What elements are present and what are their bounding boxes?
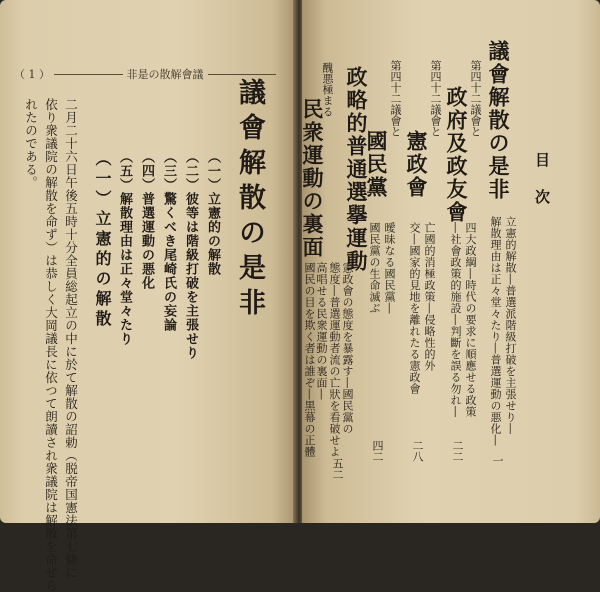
toc-chapter-5-title: 政略的普通選擧運動 [344,66,369,273]
toc-item-3-num: （三） [161,150,176,192]
toc-chapter-2-page: 二二 [451,440,464,462]
toc-chapter-3-sub1: 亡國的消極政策―侵略性的外 [423,222,436,372]
toc-item-5-label: 解散理由は正々堂々たり [117,192,132,346]
toc-chapter-3-title: 憲政會 [404,130,429,199]
toc-chapter-6-title: 民衆運動の裏面 [300,98,325,259]
toc-item-5-num: （五） [117,150,132,192]
toc-chapter-4-num: 第四十二議會と [389,60,402,137]
toc-item-1-num: （一） [205,150,220,192]
toc-heading: 目次 [533,152,551,226]
toc-item-4-num: （四） [139,150,154,192]
toc-chapter-6-num: 醜悪極まる [321,62,334,117]
toc-chapter-3-num: 第四十二議會と [429,60,442,137]
toc-chapter-3-sub2: 交―國家的見地を離れたる憲政會 [408,222,421,395]
toc-item-3-label: 驚くべき尾崎氏の妄論 [161,192,176,332]
toc-chapter-2-sub2: ―社會政策的施設―判斷を誤る勿れ― [449,222,462,418]
toc-chapter-2-sub1: 四大政綱―時代の要求に順應せる政策 [464,222,477,418]
toc-item-4-label: 普選運動の悪化 [139,192,154,290]
chapter-title: 議會解散の是非 [234,78,265,323]
toc-item-1 [206,150,219,276]
toc-chapter-5-sub1: 憲政會の態度を暴露す―國民黨の [341,262,354,435]
head-rule-right [208,74,277,75]
section-heading [94,150,110,330]
toc-chapter-4-sub2: 國民黨の生命滅ぶ [368,222,381,314]
toc-chapter-1-sub1: 立憲的解散―普選派階級打破を主張せり― [504,216,517,435]
section-title: 立憲的の解散 [93,210,112,330]
running-head-title: 非是の散解會議 [126,68,204,81]
toc-chapter-5-sub2: 態度―普選運動者流の亡狀を看破せよ [328,262,341,458]
page-number: （ 1 ） [14,68,50,81]
toc-chapter-1-sub2: 解散理由は正々堂々たり―普選運動の悪化― [489,216,502,446]
right-page [302,0,600,523]
body-line-3: れたのである。 [23,98,39,189]
toc-item-1-label: 立憲的の解散 [205,192,220,276]
toc-chapter-6-sub2: 國民の目を欺く者は誰ぞ―黒幕の正體 [303,262,316,458]
toc-chapter-6-sub1: 高唱せる民衆運動の裏面― [315,262,328,400]
body-line-2: 依り衆議院の解散を命ず）は恭しく大岡議長に依つて朗讀され衆議院は解散を命ぜら [43,98,59,592]
toc-chapter-3-page: 二八 [411,440,424,462]
toc-item-2-label: 彼等は階級打破を主張せり [183,192,198,360]
toc-chapter-4-sub1: 曖昧なる國民黨― [383,222,396,314]
toc-item-4 [140,150,153,290]
toc-item-2-num: （二） [183,150,198,192]
toc-chapter-1-title: 議會解散の是非 [486,40,511,201]
toc-chapter-2-num: 第四十二議會と [469,60,482,137]
left-page [0,0,296,592]
body-line-1: 二月二十六日午後五時十分全員総起立の中に於て解散の詔勅（脱帝国憲法第七條に [63,98,79,579]
section-number: （一） [93,150,112,210]
toc-chapter-4-title: 國民黨 [364,130,389,199]
toc-chapter-5-page: 五二 [331,458,344,480]
toc-chapter-1-page: 一 [491,455,504,466]
toc-item-3 [162,150,175,332]
head-rule-left [54,74,123,75]
toc-item-5 [118,150,131,346]
toc-chapter-4-page: 四二 [371,440,384,462]
toc-item-2 [184,150,197,360]
toc-chapter-2-title: 政府及政友會 [444,86,469,224]
